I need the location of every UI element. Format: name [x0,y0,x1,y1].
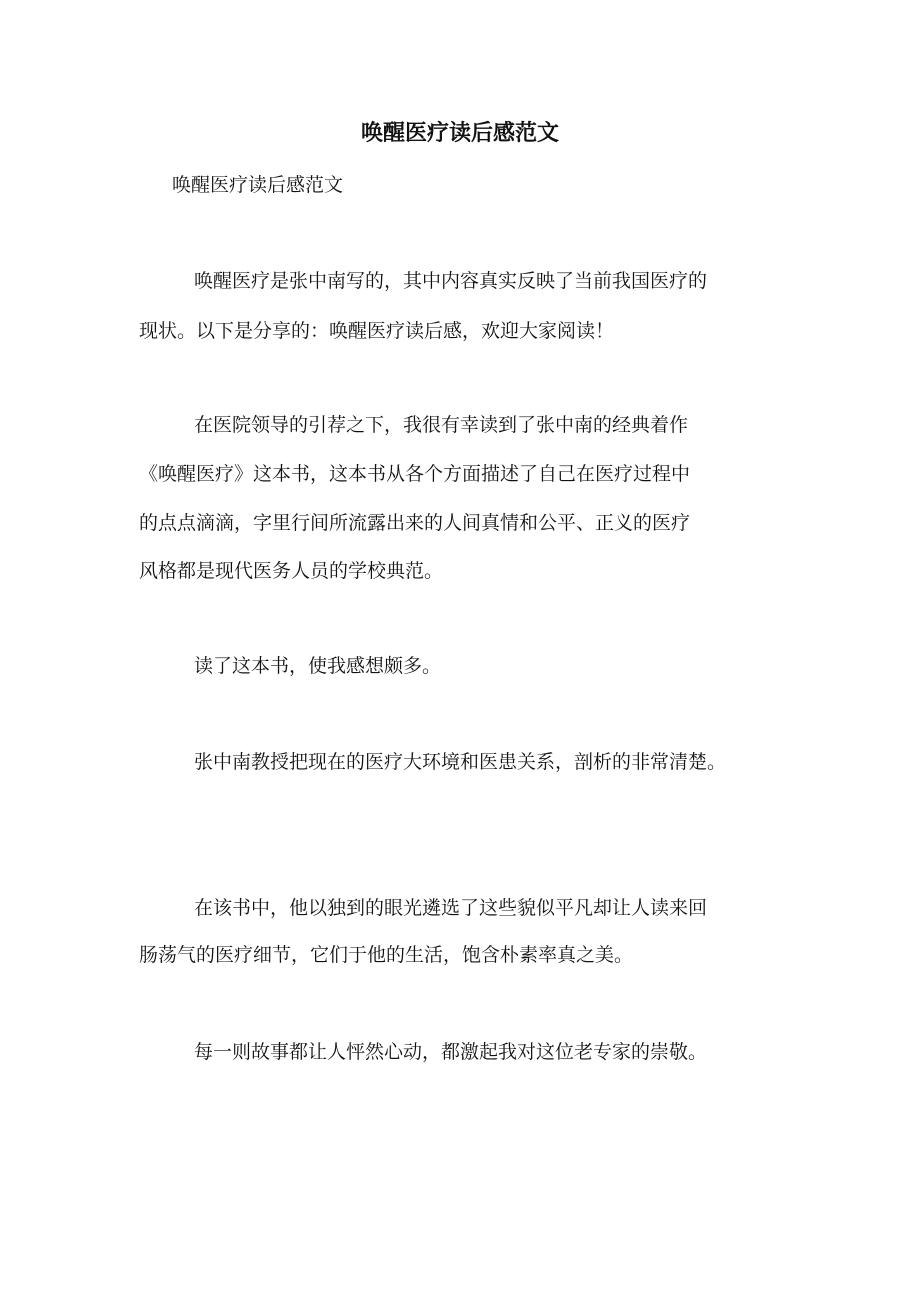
paragraph-4-line-1: 张中南教授把现在的医疗大环境和医患关系，剖析的非常清楚。 [194,751,727,773]
paragraph-3-line-1: 读了这本书，使我感想颇多。 [194,655,442,677]
paragraph-2-line-2: 《唤醒医疗》这本书，这本书从各个方面描述了自己在医疗过程中 [139,463,691,485]
paragraph-1-line-2: 现状。以下是分享的：唤醒医疗读后感，欢迎大家阅读！ [139,320,615,342]
paragraph-1-line-1: 唤醒医疗是张中南写的，其中内容真实反映了当前我国医疗的 [194,270,708,292]
paragraph-6-line-1: 每一则故事都让人怦然心动，都激起我对这位老专家的崇敬。 [194,1041,708,1063]
paragraph-5-line-2: 肠荡气的医疗细节，它们于他的生活，饱含朴素率真之美。 [139,944,634,966]
paragraph-5-line-1: 在该书中，他以独到的眼光遴选了这些貌似平凡却让人读来回 [194,897,708,919]
document-subtitle: 唤醒医疗读后感范文 [172,174,344,196]
paragraph-2-line-3: 的点点滴滴，字里行间所流露出来的人间真情和公平、正义的医疗 [139,512,691,534]
paragraph-2-line-4: 风格都是现代医务人员的学校典范。 [139,560,444,582]
paragraph-2-line-1: 在医院领导的引荐之下，我很有幸读到了张中南的经典着作 [194,414,689,436]
document-title: 唤醒医疗读后感范文 [360,120,559,146]
